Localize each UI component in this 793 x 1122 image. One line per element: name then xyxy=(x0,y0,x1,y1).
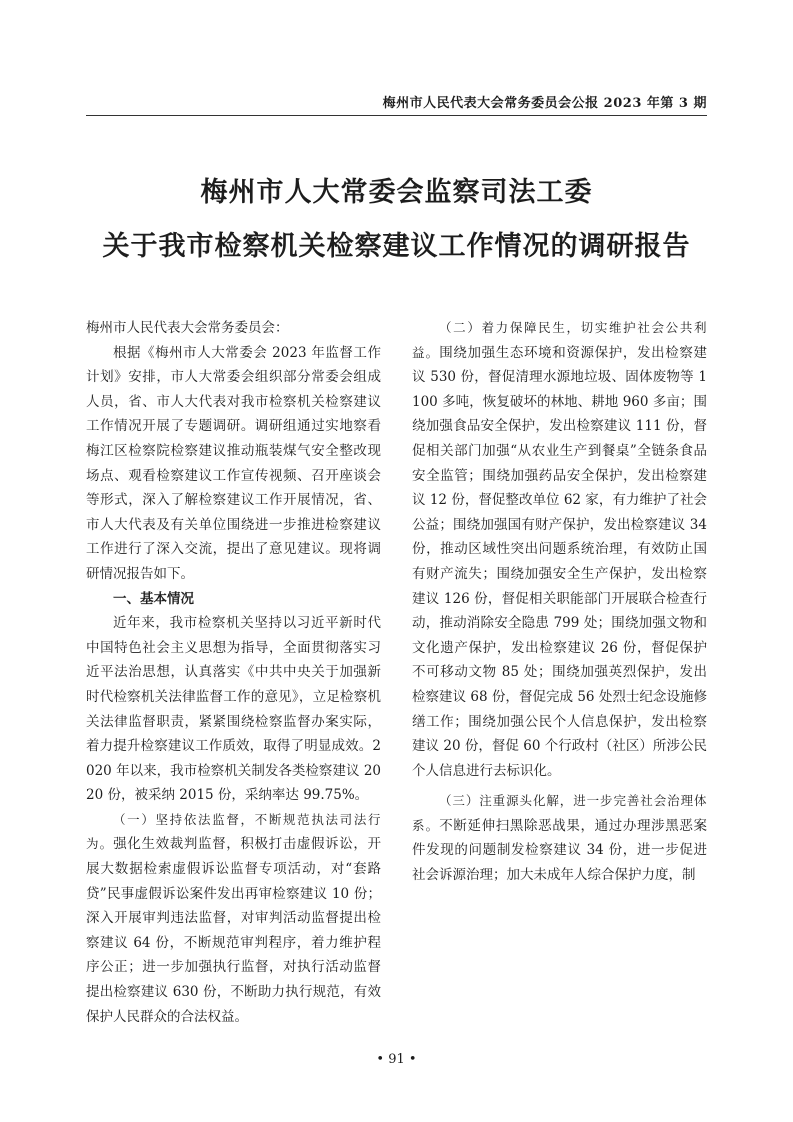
supervision-text: 强化生效裁判监督，积极打击虚假诉讼，开展大数据检索虚假诉讼监督专项活动，对“套路贷”民事虚假诉讼案件发出再审检察建议 10 份；深入开展审判违法监督，对审判活动监督提出检察建议 64 份，不断规范审判程序，着力维护程序公正；进一步加强执行监督，对执行活动监督提出检察建议 630 份，不断助力执行规范，有效保护人民群众的合法权益。 xyxy=(86,836,381,1025)
journal-header: 梅州市人民代表大会常务委员会公报 2023 年第 3 期 xyxy=(382,96,707,111)
livelihood-paragraph xyxy=(412,316,707,783)
governance-paragraph xyxy=(412,789,707,887)
supervision-subheading: （一）坚持依法监督，不断规范执法司法行为。 xyxy=(86,811,381,852)
governance-text: 不断延伸扫黑除恶战果，通过办理涉黑恶案件发现的问题制发检察建议 34 份，进一步促进社会诉源治理；加大未成年人综合保护力度，制 xyxy=(412,817,707,884)
basic-situation-paragraph: 近年来，我市检察机关坚持以习近平新时代中国特色社会主义思想为指导，全面贯彻落实习近平法治思想，认真落实《中共中央关于加强新时代检察机关法律监督工作的意见》，立足检察机关法律监督职责，紧紧围绕检察监督办案实际，着力提升检察建议工作质效，取得了明显成效。2020 年以来，我市检察机关制发各类检察建议 2020 份，被采纳 2015 份，采纳率达 99.75%。 xyxy=(86,615,381,804)
livelihood-text: 围绕加强生态环境和资源保护，发出检察建议 530 份，督促清理水源地垃圾、固体废物等 1100 多吨，恢复破坏的林地、耕地 960 多亩；围绕加强食品安全保护，发出检察建议 111 份，督促相关部门加强“从农业生产到餐桌”全链条食品安全监管；围绕加强药品安全保护，发出检察建议 12 份，督促整改单位 62 家，有力维护了社会公益；围绕加强国有财产保护，发出检察建议 34 份，推动区域性突出问题系统治理，有效防止国有财产流失；围绕加强安全生产保护，发出检察建议 126 份，督促相关职能部门开展联合检查行动，推动消除安全隐患 799 处；围绕加强文物和文化遗产保护，发出检察建议 26 份，督促保护不可移动文物 85 处；围绕加强英烈保护，发出检察建议 68 份，督促完成 56 处烈士纪念设施修缮工作；围绕加强公民个人信息保护，发出检察建议 20 份，督促 60 个行政村（社区）所涉公民个人信息进行去标识化。 xyxy=(412,344,707,779)
left-column xyxy=(86,316,381,1029)
supervision-paragraph xyxy=(86,808,381,1029)
page-number: • 91 • xyxy=(376,1052,417,1067)
livelihood-subheading: （二）着力保障民生，切实维护社会公共利益。 xyxy=(412,320,707,360)
right-column xyxy=(412,316,707,888)
report-title-line1: 梅州市人大常委会监察司法工委 xyxy=(200,177,593,208)
report-title-line2: 关于我市检察机关检察建议工作情况的调研报告 xyxy=(102,231,691,262)
section-heading-basic-situation: 一、基本情况 xyxy=(113,590,194,607)
header-rule xyxy=(86,115,707,116)
salutation: 梅州市人民代表大会常务委员会： xyxy=(86,320,289,336)
governance-subheading: （三）注重源头化解，进一步完善社会治理体系。 xyxy=(412,793,707,833)
intro-paragraph: 根据《梅州市人大常委会 2023 年监督工作计划》安排，市人大常委会组织部分常委会组成人员，省、市人大代表对我市检察机关检察建议工作情况开展了专题调研。调研组通过实地察看梅江区检察院检察建议推动瓶装煤气安全整改现场点、观看检察建议工作宣传视频、召开座谈会等形式，深入了解检察建议工作开展情况，省、市人大代表及有关单位围绕进一步推进检察建议工作进行了深入交流，提出了意见建议。现将调研情况报告如下。 xyxy=(86,344,381,582)
